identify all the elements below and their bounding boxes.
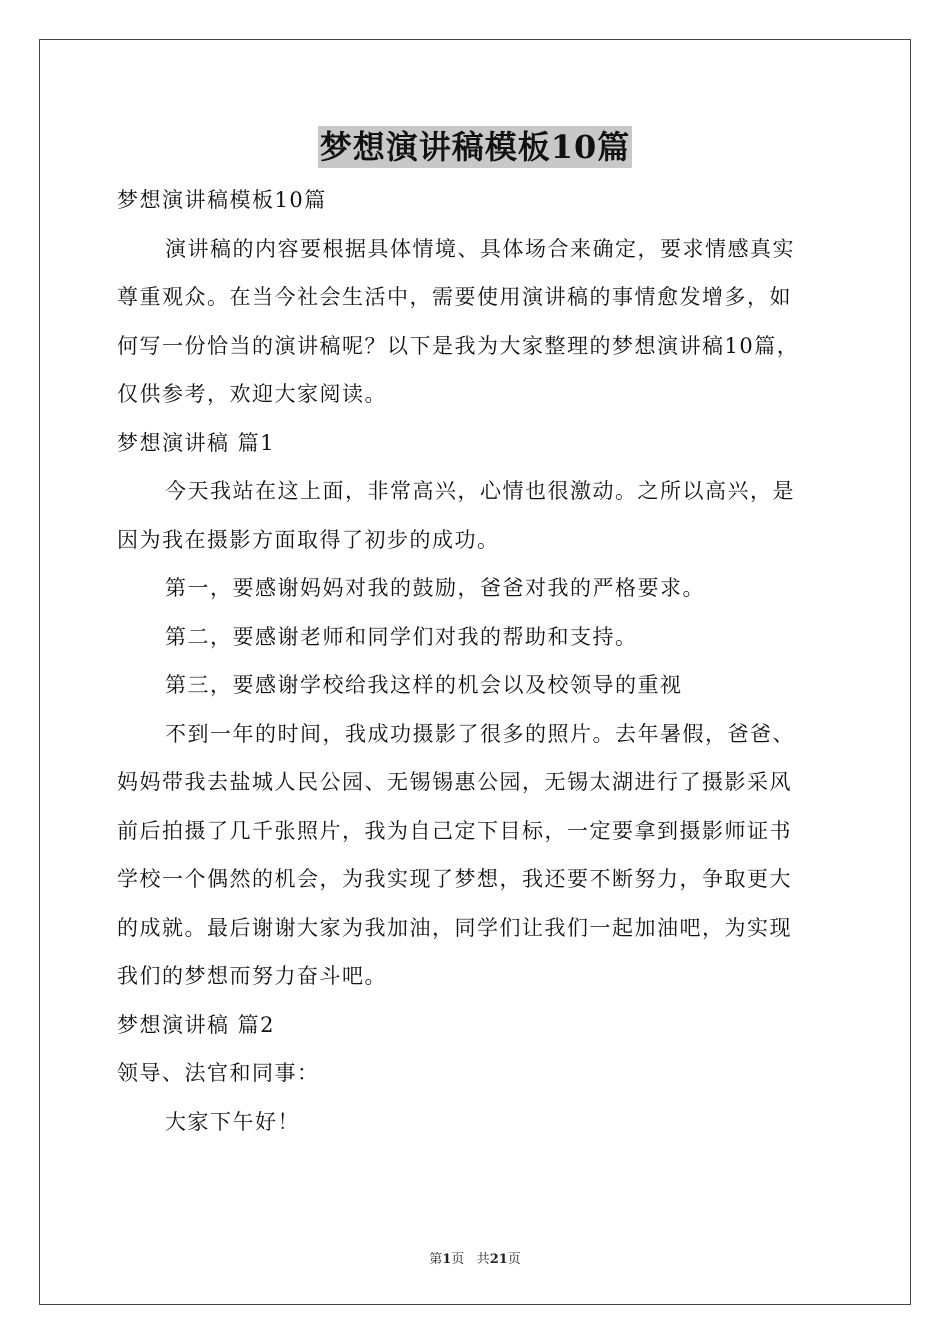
body-line: 尊重观众。在当今社会生活中，需要使用演讲稿的事情愈发增多，如 [117, 285, 792, 309]
title-area [0, 126, 950, 168]
body-line: 第三，要感谢学校给我这样的机会以及校领导的重视 [165, 673, 683, 697]
body-line: 因为我在摄影方面取得了初步的成功。 [117, 527, 500, 552]
body-line: 何写一份恰当的演讲稿呢？以下是我为大家整理的梦想演讲稿10篇， [117, 333, 800, 358]
section-heading: 梦想演讲稿 篇1 [117, 430, 276, 455]
body-line: 演讲稿的内容要根据具体情境、具体场合来确定，要求情感真实 [165, 236, 795, 261]
page-label: 页 [451, 1252, 465, 1267]
body-line: 领导、法官和同事： [117, 1061, 320, 1085]
body-line: 第二，要感谢老师和同学们对我的帮助和支持。 [165, 624, 638, 649]
body-line: 第一，要感谢妈妈对我的鼓励，爸爸对我的严格要求。 [165, 576, 705, 600]
body-line: 前后拍摄了几千张照片，我为自己定下目标，一定要拿到摄影师证书 [117, 818, 792, 843]
total-pages: 21 [489, 1252, 508, 1267]
total-label: 页 [507, 1252, 521, 1267]
body-line: 大家下午好！ [165, 1109, 300, 1134]
body-line: 今天我站在这上面，非常高兴，心情也很激动。之所以高兴，是 [165, 479, 795, 503]
document-title: 梦想演讲稿模板10篇 [319, 128, 631, 166]
body-line: 我们的梦想而努力奋斗吧。 [117, 964, 387, 988]
page-current: 1 [442, 1252, 452, 1267]
body-line: 不到一年的时间，我成功摄影了很多的照片。去年暑假，爸爸、 [165, 721, 795, 746]
total-prefix: 共 [476, 1252, 490, 1267]
body-line: 的成就。最后谢谢大家为我加油，同学们让我们一起加油吧，为实现 [117, 915, 792, 940]
page-prefix: 第 [429, 1252, 443, 1267]
document-body [117, 176, 837, 1146]
body-line: 梦想演讲稿模板10篇 [117, 188, 327, 212]
body-line: 妈妈带我去盐城人民公园、无锡锡惠公园，无锡太湖进行了摄影采风 [117, 770, 792, 794]
page-footer [0, 1248, 950, 1267]
section-heading: 梦想演讲稿 篇2 [117, 1012, 276, 1037]
body-line: 学校一个偶然的机会，为我实现了梦想，我还要不断努力，争取更大 [117, 867, 792, 891]
body-line: 仅供参考，欢迎大家阅读。 [117, 382, 387, 406]
